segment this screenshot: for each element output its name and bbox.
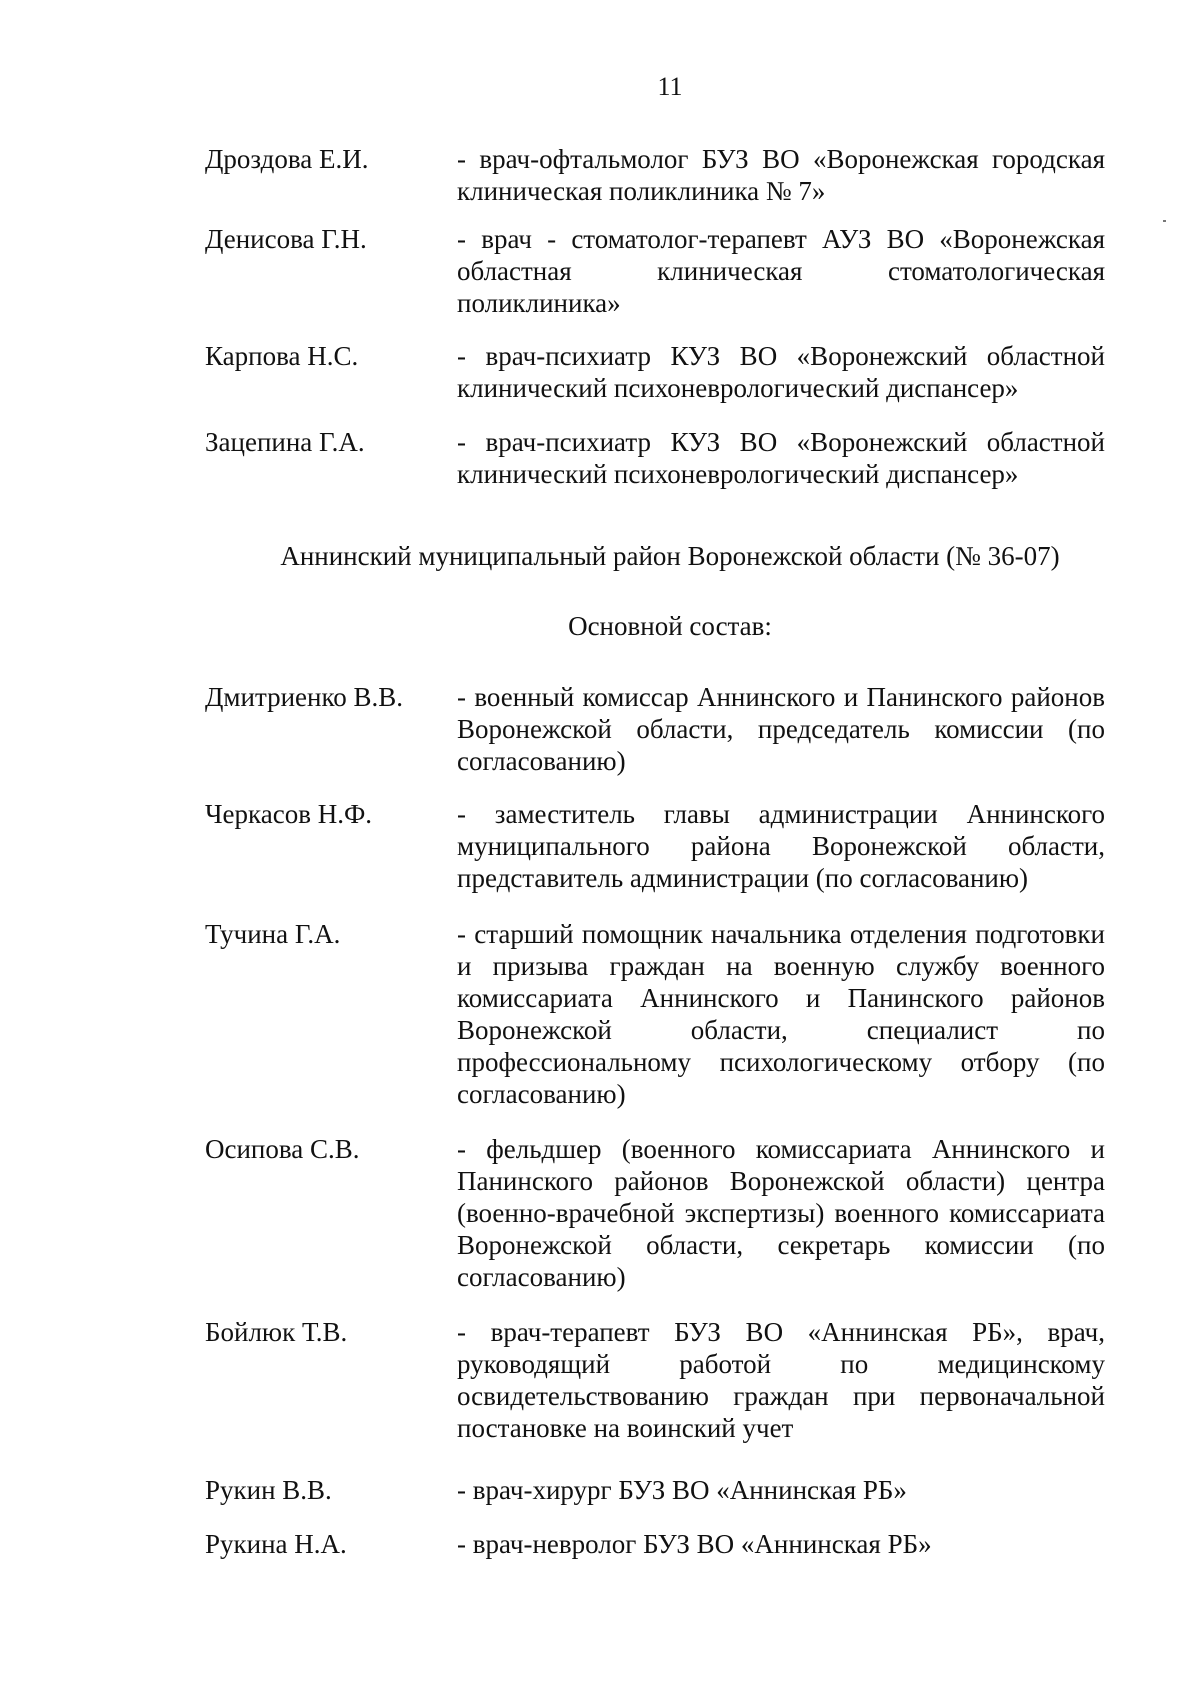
member-entry xyxy=(205,1316,1105,1474)
member-position: - врач - стоматолог-терапевт АУЗ ВО «Воронежская областная клиническая стоматологическая поликлиника» xyxy=(457,224,1105,318)
member-entry xyxy=(205,1133,1105,1316)
member-name: Черкасов Н.Ф. xyxy=(205,799,373,829)
member-position: - заместитель главы администрации Аннинского муниципального района Воронежской области, представитель администрации (по согласованию) xyxy=(457,799,1105,893)
member-name: Бойлюк Т.В. xyxy=(205,1317,348,1347)
member-entry xyxy=(205,223,1105,340)
member-position: - врач-хирург БУЗ ВО «Аннинская РБ» xyxy=(457,1475,907,1505)
member-name: Осипова С.В. xyxy=(205,1134,360,1164)
member-position: - врач-терапевт БУЗ ВО «Аннинская РБ», врач, руководящий работой по медицинскому освидетельствованию граждан при первоначальной постановке на воинский учет xyxy=(457,1317,1105,1443)
member-name: Зацепина Г.А. xyxy=(205,427,365,457)
member-entry xyxy=(205,426,1105,490)
composition-heading: Основной состав: xyxy=(568,611,772,641)
district-title: Аннинский муниципальный район Воронежской области (№ 36-07) xyxy=(280,541,1060,571)
member-position: - врач-невролог БУЗ ВО «Аннинская РБ» xyxy=(457,1529,932,1559)
member-name: Дроздова Е.И. xyxy=(205,144,369,174)
member-name: Денисова Г.Н. xyxy=(205,224,367,254)
member-name: Тучина Г.А. xyxy=(205,919,341,949)
member-entry xyxy=(205,798,1105,918)
member-entry xyxy=(205,143,1105,223)
member-entry xyxy=(205,918,1105,1133)
member-position: - военный комиссар Аннинского и Панинского районов Воронежской области, председатель комиссии (по согласованию) xyxy=(457,682,1105,776)
member-entry xyxy=(205,1528,1105,1560)
member-name: Рукина Н.А. xyxy=(205,1529,347,1559)
page-number: 11 xyxy=(657,72,683,101)
member-entry xyxy=(205,1474,1105,1528)
member-entry xyxy=(205,340,1105,426)
commission-list-top xyxy=(205,143,1105,490)
member-position: - врач-офтальмолог БУЗ ВО «Воронежская городская клиническая поликлиника № 7» xyxy=(457,144,1105,206)
member-name: Карпова Н.С. xyxy=(205,341,359,371)
member-name: Рукин В.В. xyxy=(205,1475,332,1505)
member-position: - старший помощник начальника отделения подготовки и призыва граждан на военную службу военного комиссариата Аннинского и Панинского районов Воронежской области, специалист по профессиональному психологическому отбору (по согласованию) xyxy=(457,919,1105,1109)
scan-speck xyxy=(1163,220,1166,222)
member-position: - врач-психиатр КУЗ ВО «Воронежский областной клинический психоневрологический диспансер» xyxy=(457,427,1105,489)
member-entry xyxy=(205,681,1105,798)
member-position: - фельдшер (военного комиссариата Аннинского и Панинского районов Воронежской области) центра (военно-врачебной экспертизы) военного комиссариата Воронежской области, секретарь комиссии (по согласованию) xyxy=(457,1134,1105,1292)
member-position: - врач-психиатр КУЗ ВО «Воронежский областной клинический психоневрологический диспансер» xyxy=(457,341,1105,403)
commission-list-main xyxy=(205,681,1105,1560)
member-name: Дмитриенко В.В. xyxy=(205,682,403,712)
